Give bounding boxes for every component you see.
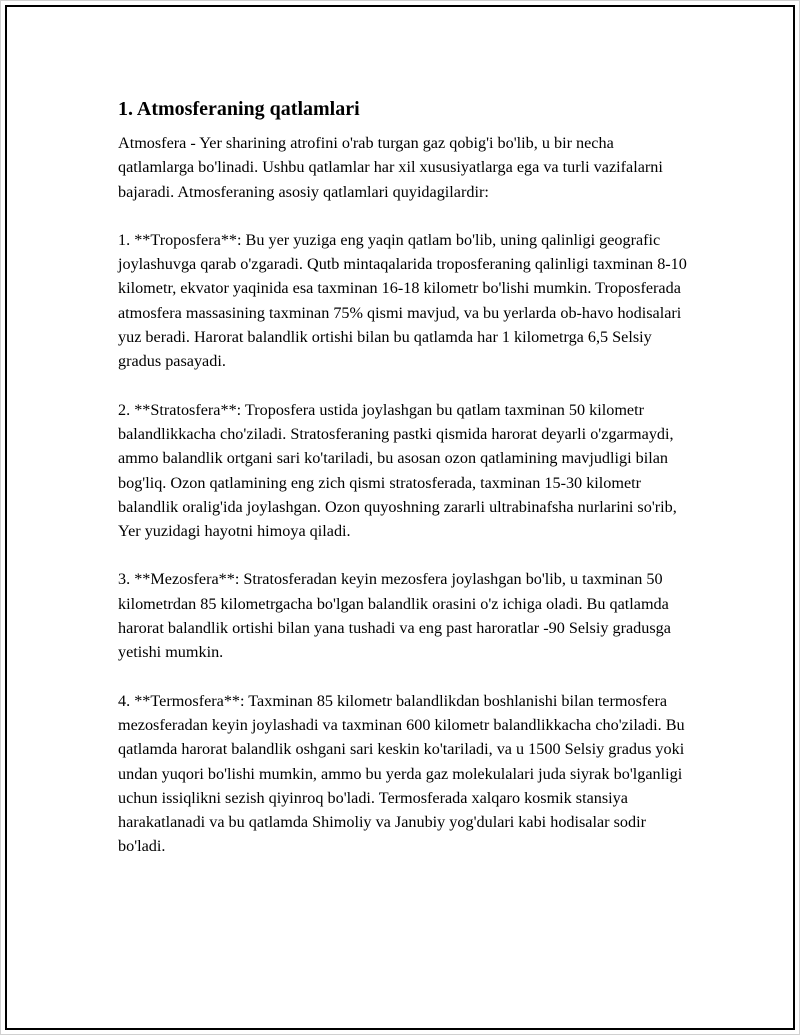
paragraph-termosfera: 4. **Termosfera**: Taxminan 85 kilometr balandlikdan boshlanishi bilan termosfera mezosferadan keyin joylashadi va taxminan 600 kilometr balandlikkacha cho'ziladi. Bu qatlamda harorat balandlik oshgani sari keskin ko'tariladi, va u 1500 Selsiy gradus yoki undan yuqori bo'lishi mumkin, ammo bu yerda gaz molekulalari juda siyrak bo'lganligi uchun issiqlikni sezish qiyinroq bo'ladi. Termosferada xalqaro kosmik stansiya harakatlanadi va bu qatlamda Shimoliy va Janubiy yog'dulari kabi hodisalar sodir bo'ladi. (118, 691, 685, 856)
section-heading: 1. Atmosferaning qatlamlari (118, 98, 360, 120)
paragraph-mezosfera: 3. **Mezosfera**: Stratosferadan keyin mezosfera joylashgan bo'lib, u taxminan 50 kilometrdan 85 kilometrgacha bo'lgan balandlik orasini o'z ichiga oladi. Bu qatlamda harorat balandlik ortishi bilan yana tushadi va eng past haroratlar -90 Selsiy gradusga yetishi mumkin. (118, 570, 671, 662)
intro-paragraph: Atmosfera - Yer sharining atrofini o'rab turgan gaz qobig'i bo'lib, u bir necha qatlamlarga bo'linadi. Ushbu qatlamlar har xil xususiyatlarga ega va turli vazifalarni bajaradi. Atmosferaning asosiy qatlamlari quyidagilardir: (118, 134, 663, 201)
document-content (118, 95, 693, 883)
paragraph-troposfera: 1. **Troposfera**: Bu yer yuziga eng yaqin qatlam bo'lib, uning qalinligi geografic joylashuvga qarab o'zgaradi. Qutb mintaqalarida troposferaning qalinligi taxminan 8-10 kilometr, ekvator yaqinida esa taxminan 16-18 kilometr bo'lishi mumkin. Troposferada atmosfera massasining taxminan 75% qismi mavjud, va bu yerlarda ob-havo hodisalari yuz beradi. Harorat balandlik ortishi bilan bu qatlamda har 1 kilometrga 6,5 Selsiy gradus pasayadi. (118, 230, 687, 371)
paragraph-stratosfera: 2. **Stratosfera**: Troposfera ustida joylashgan bu qatlam taxminan 50 kilometr balandlikkacha cho'ziladi. Stratosferaning pastki qismida harorat deyarli o'zgarmaydi, ammo balandlik ortgani sari ko'tariladi, bu asosan ozon qatlamining mavjudligi bilan bog'liq. Ozon qatlamining eng zich qismi stratosferada, taxminan 15-30 kilometr balandlik oralig'ida joylashgan. Ozon quyoshning zararli ultrabinafsha nurlarini so'rib, Yer yuzidagi hayotni himoya qiladi. (118, 400, 677, 541)
